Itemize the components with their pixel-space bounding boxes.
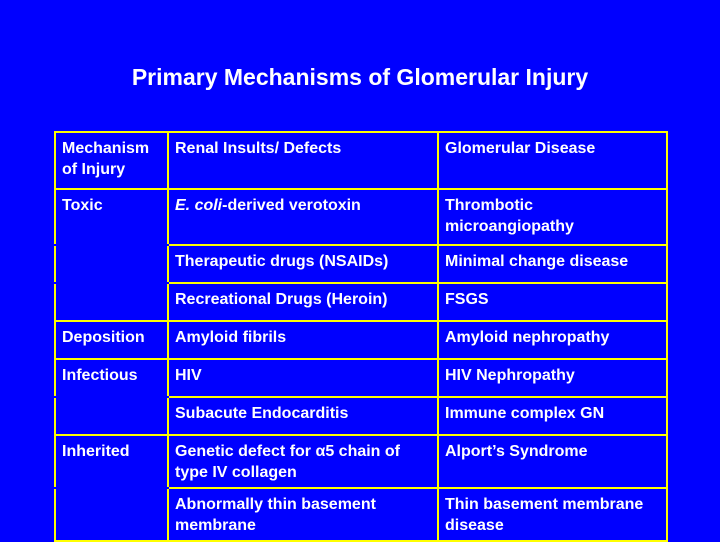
insult-cell: Amyloid fibrils (168, 321, 438, 359)
insult-cell: Subacute Endocarditis (168, 397, 438, 435)
disease-cell: FSGS (438, 283, 667, 321)
table-row (55, 283, 667, 321)
header-mechanism: Mechanism of Injury (55, 132, 168, 189)
mechanism-cell (55, 245, 168, 283)
insult-italic-text: E. coli (175, 197, 223, 214)
glomerular-injury-table (54, 131, 668, 542)
mechanism-cell (55, 488, 168, 541)
header-insults: Renal Insults/ Defects (168, 132, 438, 189)
disease-cell: HIV Nephropathy (438, 359, 667, 397)
slide-title: Primary Mechanisms of Glomerular Injury (131, 64, 589, 90)
table-row (55, 397, 667, 435)
mechanism-cell: Deposition (55, 321, 168, 359)
insult-cell: Abnormally thin basement membrane (168, 488, 438, 541)
table-row (55, 359, 667, 397)
table-row (55, 488, 667, 541)
insult-text-post: chain of type IV collagen (175, 443, 400, 481)
mechanism-cell: Inherited (55, 435, 168, 488)
insult-cell: HIV (168, 359, 438, 397)
table-row (55, 189, 667, 245)
header-disease: Glomerular Disease (438, 132, 667, 189)
mechanism-cell (55, 283, 168, 321)
insult-cell: Therapeutic drugs (NSAIDs) (168, 245, 438, 283)
disease-cell: Thin basement membrane disease (438, 488, 667, 541)
table-row (55, 321, 667, 359)
disease-cell: Immune complex GN (438, 397, 667, 435)
insult-cell (168, 435, 438, 488)
disease-cell: Amyloid nephropathy (438, 321, 667, 359)
table-row (55, 435, 667, 488)
table-row (55, 245, 667, 283)
insult-cell: Recreational Drugs (Heroin) (168, 283, 438, 321)
alpha5-symbol: α5 (315, 443, 335, 460)
insult-text-pre: Genetic defect for (175, 443, 316, 460)
insult-text: -derived verotoxin (222, 197, 361, 214)
insult-cell (168, 189, 438, 245)
mechanism-cell (55, 397, 168, 435)
disease-cell: Thrombotic microangiopathy (438, 189, 667, 245)
mechanism-cell: Toxic (55, 189, 168, 245)
table-header-row (55, 132, 667, 189)
disease-cell: Minimal change disease (438, 245, 667, 283)
disease-cell: Alport’s Syndrome (438, 435, 667, 488)
mechanism-cell: Infectious (55, 359, 168, 397)
